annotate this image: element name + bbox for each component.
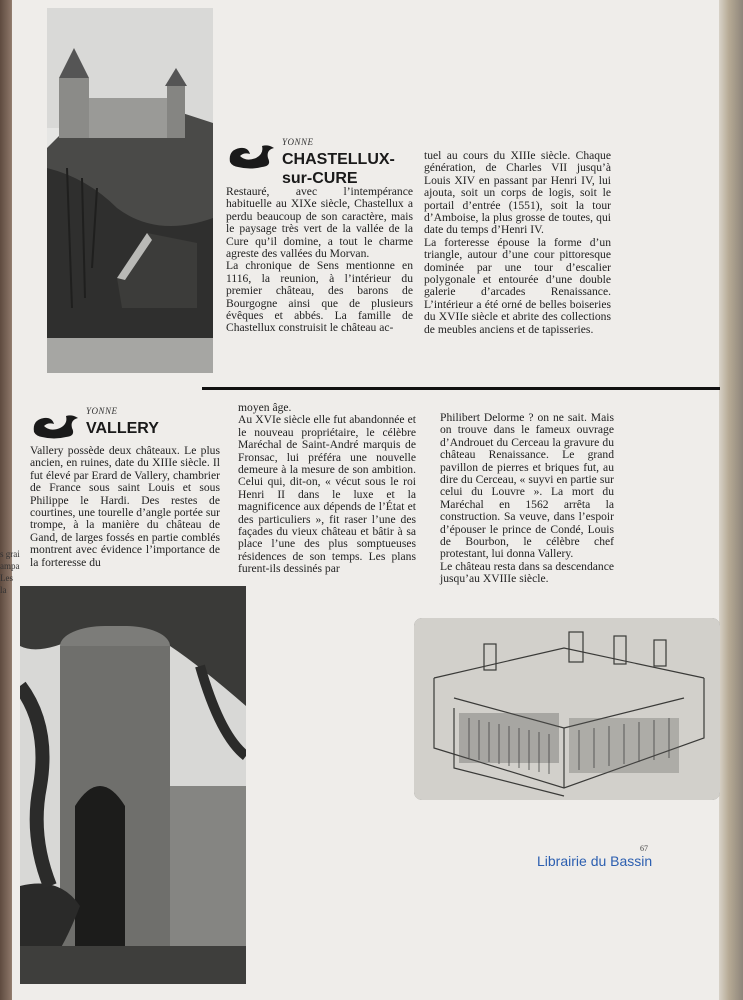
section-divider <box>202 387 720 390</box>
region-label: YONNE <box>282 137 314 147</box>
chastellux-col1: Restauré, avec l’intempérance habituelle au XIXe siècle, Chastellux a perdu beaucoup de son caractère, mais le paysage très vert de la vallée de la Cure qu’il domine, a tout le charme agreste des vallées du Morvan. La chronique de Sens mentionne en 1116, la reunion, à l’intérieur du premier château, des barons de Bourgogne ainsi que de plusieurs évêques et abbés. La famille de Chastellux construisit le château ac- <box>226 185 413 335</box>
chastellux-col2: tuel au cours du XIIIe siècle. Chaque génération, de Charles VII jusqu’à Louis XIV en passant par Henri IV, lui ajouta, soit un corps de logis, soit le portail d’entrée (1551), soit la tour d’Amboise, la plus grosse de toutes, qui date du temps d’Henri IV. La forteresse épouse la forme d’un triangle, autour d’une cour pittoresque dominée par une tour d’escalier polygonale et entourée d’une double galerie d’arcades Renaissance. L’intérieur a été orné de belles boiseries du XVIIe siècle et abrite des collections de meubles anciens et de tapisseries. <box>424 149 611 336</box>
watermark: Librairie du Bassin <box>537 853 653 869</box>
vallery-engraving <box>414 618 720 800</box>
page-number: 67 <box>640 844 648 853</box>
chastellux-photo <box>47 8 213 373</box>
vallery-col3: Philibert Delorme ? on ne sait. Mais on trouve dans le fameux ouvrage d’Androuet du Cerceau la gravure du château Renaissance. Le grand pavillon de pierres et briques fut, au dire du Cerceau, « suyvi en partie sur celui du Louvre ». La mort du Maréchal en 1562 arrêta la construction. Sa veuve, dans l’espoir d’épouser le prince de Condé, Louis de Bourbon, le célèbre chef protestant, lui donna Vallery. Le château resta dans sa descendance jusqu’au XVIIIe siècle. <box>440 411 614 586</box>
chastellux-title: CHASTELLUX- sur-CURE <box>282 151 395 187</box>
vallery-col2: moyen âge. Au XVIe siècle elle fut abandonnée et le nouveau propriétaire, le célèbre Maréchal de Saint-André marquis de Fronsac, lui préféra une nouvelle demeure à la mesure de son ambition. Celui qui, dit-on, « vécut sous le roi Henri II dans le luxe et la magnificence aux dépends de l’État et des particuliers », fit raser l’une des façades du vieux château et bâtir à sa place l’une des plus somptueuses résidences de son temps. Les plans furent-ils dessinés par <box>238 401 416 576</box>
ornament-icon <box>226 140 278 170</box>
page-edge <box>719 0 743 1000</box>
vallery-title: VALLERY <box>86 420 159 437</box>
vallery-tower-photo <box>20 586 246 984</box>
region-label: YONNE <box>86 406 118 416</box>
adjacent-page-fragment: s grai ampa Les la <box>0 549 20 595</box>
ornament-icon <box>30 410 82 440</box>
vallery-col1: Vallery possède deux châteaux. Le plus ancien, en ruines, date du XIIIe siècle. Il fut élevé par Erard de Vallery, chambrier de France sous saint Louis et sous Philippe le Hardi. Des restes de courtines, une tourelle d’angle portée sur trompe, à la manière du château de Gand, de larges fossés en partie comblés montrent avec évidence l’importance de la forteresse du <box>30 444 220 569</box>
